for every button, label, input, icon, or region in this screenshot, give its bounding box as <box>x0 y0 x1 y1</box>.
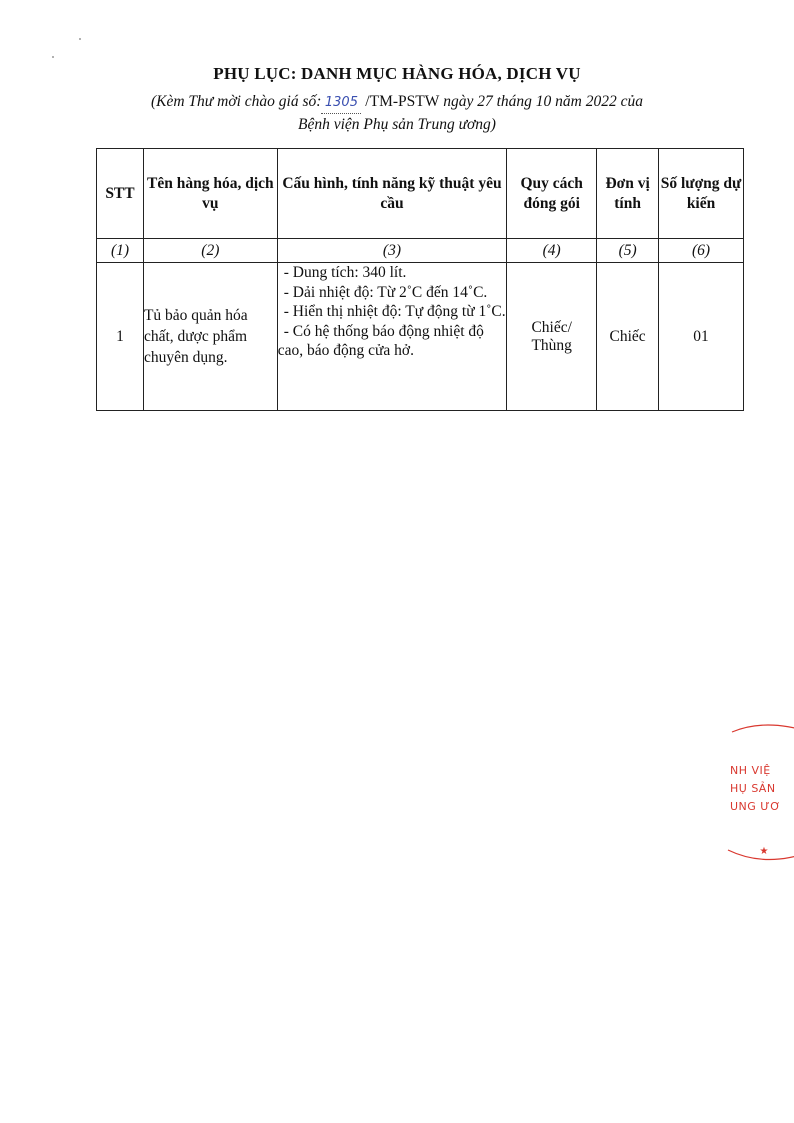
header-unit: Đơn vị tính <box>597 149 659 239</box>
svg-text:★: ★ <box>759 846 769 857</box>
subtitle-prefix: (Kèm Thư mời chào giá số: <box>150 93 322 110</box>
header-quantity: Số lượng dự kiến <box>659 149 744 239</box>
spec-line: - Dải nhiệt độ: Từ 2˚C đến 14˚C. <box>283 283 488 301</box>
scan-speck <box>52 56 54 58</box>
column-number: (4) <box>507 239 597 263</box>
column-number: (6) <box>659 239 744 263</box>
column-number: (3) <box>277 239 507 263</box>
column-number-row <box>97 239 744 263</box>
spec-line: - Dung tích: 340 lít. <box>283 264 407 281</box>
stamp-line: HỤ SẢN <box>730 782 776 795</box>
subtitle-suffix: ngày 27 tháng 10 năm 2022 của <box>443 93 643 110</box>
page-title: PHỤ LỤC: DANH MỤC HÀNG HÓA, DỊCH VỤ <box>213 64 581 83</box>
subtitle-line2: Bệnh viện Phụ sản Trung ương) <box>298 116 496 133</box>
cell-name: Tủ bảo quản hóa chất, dược phẩm chuyên dụng. <box>143 263 277 411</box>
table-header-row <box>97 149 744 239</box>
subtitle-code: /TM-PSTW <box>365 93 440 110</box>
cell-unit: Chiếc <box>597 263 659 411</box>
red-seal-stamp <box>720 718 794 866</box>
scan-speck <box>79 38 81 40</box>
header-name: Tên hàng hóa, dịch vụ <box>143 149 277 239</box>
header-spec: Cấu hình, tính năng kỹ thuật yêu cầu <box>277 149 507 239</box>
goods-table <box>96 148 744 411</box>
column-number: (5) <box>597 239 659 263</box>
spec-line: - Hiển thị nhiệt độ: Tự động từ 1˚C. <box>283 303 506 320</box>
cell-spec <box>277 263 507 411</box>
cell-packing: Chiếc/ Thùng <box>507 263 597 411</box>
column-number: (2) <box>143 239 277 263</box>
table-row <box>97 263 744 411</box>
stamp-line: UNG ƯƠ <box>730 800 781 813</box>
header-stt: STT <box>97 149 144 239</box>
column-number: (1) <box>97 239 144 263</box>
cell-quantity: 01 <box>659 263 744 411</box>
handwritten-letter-number: 1305 <box>321 92 361 114</box>
page-subtitle <box>0 91 794 135</box>
spec-line: - Có hệ thống báo động nhiệt độ cao, báo động cửa hở. <box>277 322 484 359</box>
header-packing: Quy cách đóng gói <box>507 149 597 239</box>
stamp-line: NH VIỆ <box>730 764 771 777</box>
cell-stt: 1 <box>97 263 144 411</box>
